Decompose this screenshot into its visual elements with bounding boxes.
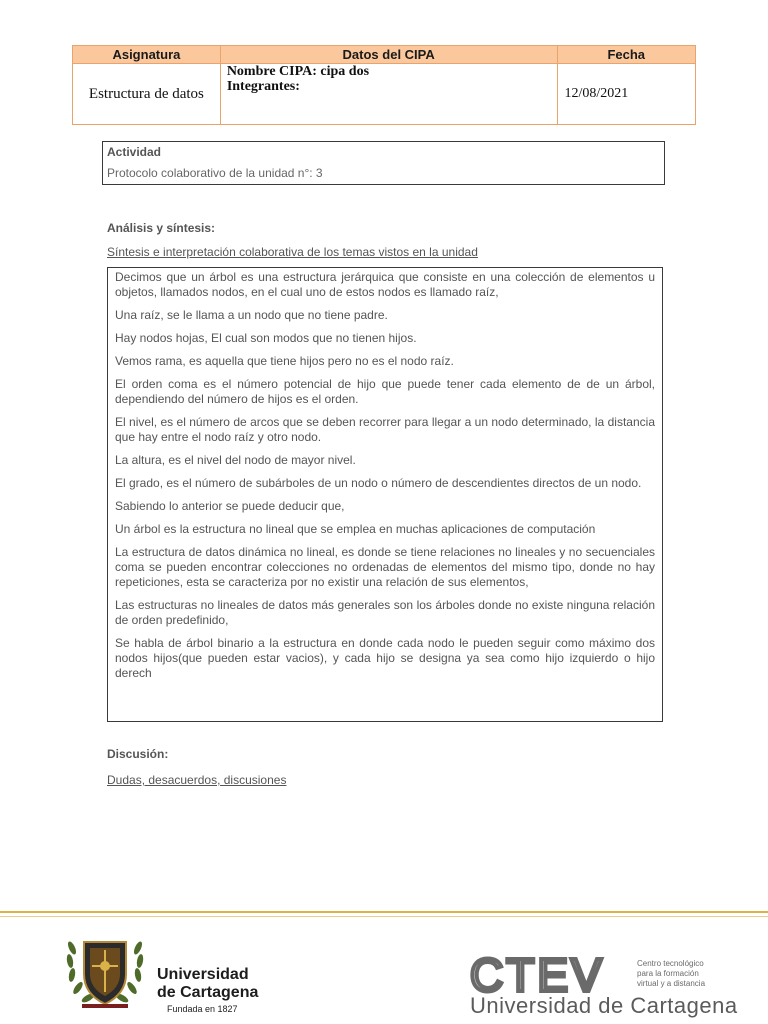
university-name-line1: Universidad xyxy=(157,966,249,983)
footer-divider-thin xyxy=(0,916,768,917)
ctev-university-name: Universidad de Cartagena xyxy=(470,993,738,1018)
ctev-tagline-line1: Centro tecnológico xyxy=(637,959,704,968)
paragraph: La estructura de datos dinámica no lineal, es donde se tiene relaciones no lineales y no secuenciales coma se pueden encontrar colecciones no ordenadas de elementos del mismo tipo, donde no hay repeticiones, esta se caracteriza por no existir una relación de sus elementos, xyxy=(115,545,655,589)
paragraph: Se habla de árbol binario a la estructura en donde cada nodo le pueden seguir como máximo dos nodos hijos(que pueden estar vacios), y cada hijo se designa ya sea como hijo izquierdo o hijo derech xyxy=(115,636,655,680)
paragraph: La altura, es el nivel del nodo de mayor nivel. xyxy=(115,453,356,467)
activity-box xyxy=(102,141,665,185)
paragraph: Una raíz, se le llama a un nodo que no tiene padre. xyxy=(115,308,388,322)
activity-title: Actividad xyxy=(107,145,162,159)
ctev-logo-text: CTEV xyxy=(470,955,605,995)
ctev-tagline-line2: para la formación xyxy=(637,969,699,978)
paragraph: Sabiendo lo anterior se puede deducir que, xyxy=(115,499,345,513)
ctev-tagline-line3: virtual y a distancia xyxy=(637,979,706,988)
column-subject-header: Asignatura xyxy=(73,46,221,64)
paragraph: Las estructuras no lineales de datos más generales son los árboles donde no existe ninguna relación de orden predefinido, xyxy=(115,598,655,627)
paragraph: El nivel, es el número de arcos que se deben recorrer para llegar a un nodo determinado, la distancia que hay entre el nodo raíz y otro nodo. xyxy=(115,415,655,444)
analysis-subtitle: Síntesis e interpretación colaborativa de los temas vistos en la unidad xyxy=(107,245,478,259)
discussion-title: Discusión: xyxy=(107,747,169,761)
discussion-subtitle: Dudas, desacuerdos, discusiones xyxy=(107,773,287,787)
subject-cell: Estructura de datos xyxy=(73,64,221,125)
university-name-logo xyxy=(157,966,258,1014)
analysis-content-box xyxy=(107,267,663,722)
header-table xyxy=(72,45,696,125)
paragraph: El grado, es el número de subárboles de un nodo o número de descendientes directos de un nodo. xyxy=(115,476,642,490)
paragraph: Hay nodos hojas, El cual son modos que no tienen hijos. xyxy=(115,331,417,345)
cipa-name: Nombre CIPA: cipa dos xyxy=(226,64,370,79)
date-cell: 12/08/2021 xyxy=(557,64,695,125)
cipa-members: Integrantes: xyxy=(226,79,300,94)
cipa-cell xyxy=(220,64,557,125)
university-crest-logo xyxy=(62,928,148,1014)
activity-value: Protocolo colaborativo de la unidad n°: 3 xyxy=(107,166,323,180)
column-date-header: Fecha xyxy=(557,46,695,64)
founded-text: Fundada en 1827 xyxy=(167,1004,238,1014)
ctev-tagline xyxy=(637,959,705,989)
analysis-title: Análisis y síntesis: xyxy=(107,221,216,235)
paragraph: Decimos que un árbol es una estructura jerárquica que consiste en una colección de elementos u objetos, llamados nodos, en el cual uno de estos nodos es llamado raíz, xyxy=(115,270,655,299)
column-cipa-header: Datos del CIPA xyxy=(220,46,557,64)
paragraph: El orden coma es el número potencial de hijo que puede tener cada elemento de de un árbol, dependiendo del número de hijos es el orden. xyxy=(115,377,655,406)
paragraph: Un árbol es la estructura no lineal que se emplea en muchas aplicaciones de computación xyxy=(115,522,596,536)
ctev-logo xyxy=(470,955,630,995)
university-name-line2: de Cartagena xyxy=(157,984,259,1001)
footer-divider xyxy=(0,911,768,913)
paragraph: Vemos rama, es aquella que tiene hijos pero no es el nodo raíz. xyxy=(115,354,454,368)
